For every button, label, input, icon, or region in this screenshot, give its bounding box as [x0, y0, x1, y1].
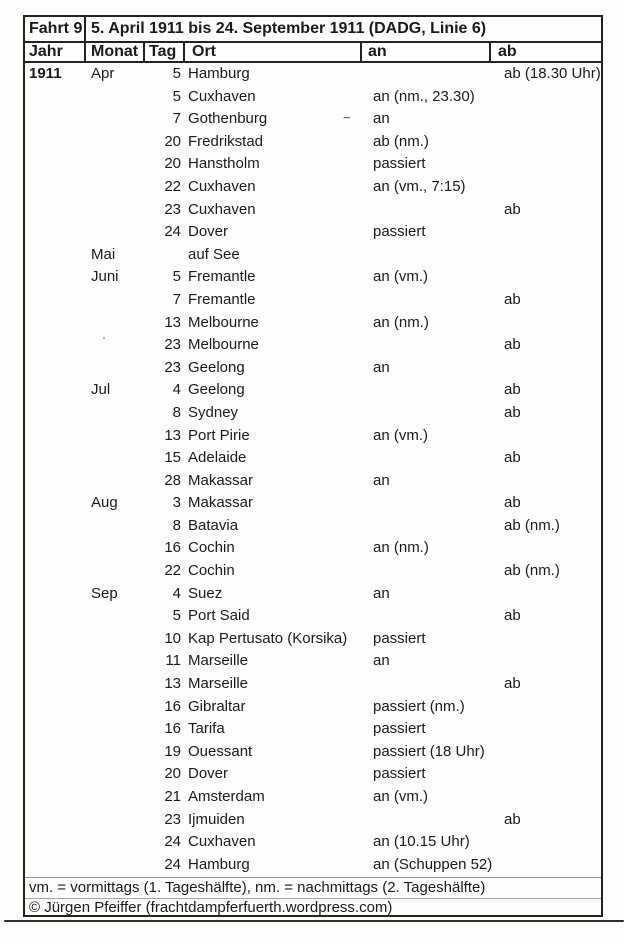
cell-jahr — [25, 492, 86, 515]
cell-an: an — [373, 471, 390, 489]
cell-ab: ab — [504, 336, 521, 354]
cell-jahr — [25, 176, 86, 199]
cell-monat — [86, 357, 145, 380]
cell-tag: 5 — [172, 607, 181, 625]
cell-tag: 24 — [164, 855, 181, 873]
table-row — [25, 447, 601, 470]
cell-ab — [497, 537, 601, 560]
cell-ort: Marseille — [188, 675, 249, 693]
cell-ab — [497, 153, 601, 176]
abbreviation-legend: vm. = vormittags (1. Tageshälfte), nm. = nachmittags (2. Tageshälfte) — [25, 877, 601, 898]
cell-tag: 16 — [164, 720, 181, 738]
cell-ab — [497, 741, 601, 764]
table-title-row — [25, 17, 601, 43]
cell-ab — [497, 86, 601, 109]
cell-monat — [86, 515, 145, 538]
column-header-row — [25, 43, 601, 63]
cell-an — [367, 673, 497, 696]
cell-an — [367, 560, 497, 583]
cell-monat: Juni — [91, 268, 119, 286]
cell-ort: Ijmuiden — [188, 810, 245, 828]
cell-an — [367, 63, 497, 86]
cell-monat — [86, 86, 145, 109]
table-row — [25, 199, 601, 222]
cell-monat — [86, 560, 145, 583]
cell-ort: Cochin — [188, 539, 235, 557]
table-row — [25, 289, 601, 312]
table-row — [25, 131, 601, 154]
cell-monat: Sep — [91, 584, 118, 602]
cell-jahr — [25, 402, 86, 425]
cell-jahr — [25, 537, 86, 560]
cell-tag — [145, 244, 181, 267]
cell-ab — [497, 244, 601, 267]
table-row — [25, 741, 601, 764]
cell-jahr — [25, 583, 86, 606]
table-row — [25, 266, 601, 289]
cell-an: passiert — [373, 720, 426, 738]
table-row — [25, 786, 601, 809]
cell-monat — [86, 176, 145, 199]
table-row — [25, 244, 601, 267]
cell-an: an (vm.) — [373, 268, 429, 286]
cell-monat — [86, 673, 145, 696]
cell-ort: Marseille — [188, 652, 249, 670]
cell-an: an — [373, 584, 390, 602]
cell-monat — [86, 786, 145, 809]
cell-an — [367, 809, 497, 832]
cell-ab: ab — [504, 290, 521, 308]
cell-jahr — [25, 379, 86, 402]
table-row — [25, 854, 601, 877]
cell-ort: Port Pirie — [188, 426, 250, 444]
cell-ab: ab — [504, 494, 521, 512]
cell-tag: 23 — [164, 810, 181, 828]
table-row — [25, 402, 601, 425]
cell-an: an (vm., 7:15) — [373, 177, 466, 195]
cell-ab — [497, 266, 601, 289]
cell-tag: 20 — [164, 132, 181, 150]
table-row — [25, 425, 601, 448]
table-row — [25, 176, 601, 199]
cell-an: an — [373, 110, 390, 128]
cell-ab — [497, 718, 601, 741]
cell-ort: Dover — [188, 223, 229, 241]
cell-tag: 5 — [172, 87, 181, 105]
cell-tag: 8 — [172, 516, 181, 534]
cell-ort: Port Said — [188, 607, 250, 625]
table-row — [25, 379, 601, 402]
cell-an: passiert — [373, 223, 426, 241]
table-row — [25, 357, 601, 380]
cell-tag: 23 — [164, 200, 181, 218]
cell-monat — [86, 334, 145, 357]
table-row — [25, 108, 601, 131]
cell-monat — [86, 718, 145, 741]
table-row — [25, 470, 601, 493]
voyage-table — [23, 15, 603, 917]
cell-ab: ab — [504, 200, 521, 218]
column-header-an: an — [362, 43, 491, 61]
scan-artifact-dot — [103, 337, 105, 339]
cell-ab — [497, 628, 601, 651]
cell-monat — [86, 831, 145, 854]
cell-monat — [86, 402, 145, 425]
cell-ort: Fremantle — [188, 290, 256, 308]
cell-tag: 7 — [172, 110, 181, 128]
table-row — [25, 537, 601, 560]
cell-ab — [497, 786, 601, 809]
cell-jahr — [25, 244, 86, 267]
cell-ab: ab (nm.) — [504, 516, 560, 534]
cell-tag: 4 — [172, 381, 181, 399]
table-row — [25, 515, 601, 538]
cell-an: an (10.15 Uhr) — [373, 833, 470, 851]
cell-ab — [497, 131, 601, 154]
cell-ort: Makassar — [188, 471, 254, 489]
cell-monat — [86, 650, 145, 673]
cell-an: an (vm.) — [373, 788, 429, 805]
cell-monat: Jul — [91, 381, 111, 399]
column-header-ab: ab — [498, 43, 517, 60]
table-row — [25, 221, 601, 244]
column-header-ort: Ort — [185, 43, 362, 61]
cell-tag: 15 — [164, 449, 181, 467]
cell-jahr — [25, 153, 86, 176]
table-row — [25, 605, 601, 628]
cell-an — [367, 515, 497, 538]
scan-page-edge-line — [4, 920, 624, 922]
cell-ort: Makassar — [188, 494, 254, 512]
cell-jahr — [25, 108, 86, 131]
cell-jahr — [25, 199, 86, 222]
cell-an: passiert (nm.) — [373, 697, 465, 715]
cell-ort: Adelaide — [188, 449, 247, 467]
cell-tag: 16 — [164, 539, 181, 557]
cell-tag: 23 — [164, 358, 181, 376]
cell-ort: Dover — [188, 765, 229, 783]
cell-ab: ab — [504, 675, 521, 693]
cell-jahr — [25, 312, 86, 335]
cell-ab — [497, 221, 601, 244]
cell-ort: Geelong — [188, 381, 245, 399]
cell-ort: Geelong — [188, 358, 245, 376]
table-row — [25, 492, 601, 515]
cell-tag: 13 — [164, 313, 181, 331]
table-row — [25, 831, 601, 854]
cell-jahr — [25, 741, 86, 764]
cell-ab — [497, 108, 601, 131]
cell-ort: Fremantle — [188, 268, 256, 286]
cell-ort: Suez — [188, 584, 223, 602]
cell-ab — [497, 831, 601, 854]
cell-jahr — [25, 718, 86, 741]
cell-tag: 13 — [164, 426, 181, 444]
cell-tag: 8 — [172, 403, 181, 421]
cell-ab — [497, 763, 601, 786]
cell-monat — [86, 447, 145, 470]
cell-monat — [86, 628, 145, 651]
cell-tag: 22 — [164, 177, 181, 195]
cell-an — [367, 334, 497, 357]
cell-ort: Cuxhaven — [188, 833, 256, 851]
cell-monat — [86, 470, 145, 493]
column-header-tag: Tag — [145, 43, 185, 61]
cell-an: an (Schuppen 52) — [373, 855, 493, 873]
cell-monat — [86, 809, 145, 832]
cell-ort: Melbourne — [188, 336, 259, 354]
cell-ab — [497, 357, 601, 380]
cell-monat — [86, 605, 145, 628]
cell-ort: Hamburg — [188, 65, 250, 82]
cell-an: passiert — [373, 765, 426, 783]
cell-ort: Fredrikstad — [188, 132, 264, 150]
cell-an: an (nm.) — [373, 539, 429, 557]
cell-ab: ab (18.30 Uhr) — [504, 65, 601, 82]
cell-an — [367, 402, 497, 425]
cell-monat — [86, 289, 145, 312]
cell-ort: Cochin — [188, 562, 235, 580]
cell-tag: 20 — [164, 155, 181, 173]
cell-tag: 4 — [172, 584, 181, 602]
cell-ort: Hanstholm — [188, 155, 260, 173]
cell-monat — [86, 312, 145, 335]
cell-monat: Mai — [91, 245, 116, 263]
cell-monat — [86, 221, 145, 244]
fahrt-number-cell: Fahrt 9 — [25, 17, 86, 41]
cell-jahr — [25, 854, 86, 877]
cell-jahr — [25, 131, 86, 154]
cell-ort: Sydney — [188, 403, 239, 421]
cell-an — [367, 492, 497, 515]
cell-tag: 16 — [164, 697, 181, 715]
cell-tag: 10 — [164, 629, 181, 647]
cell-monat — [86, 131, 145, 154]
voyage-title-cell: 5. April 1911 bis 24. September 1911 (DADG, Linie 6) — [91, 20, 487, 37]
cell-jahr — [25, 786, 86, 809]
cell-an — [367, 447, 497, 470]
cell-tag: 11 — [165, 652, 181, 670]
table-row — [25, 673, 601, 696]
cell-monat — [86, 854, 145, 877]
table-body — [25, 63, 601, 877]
table-row — [25, 560, 601, 583]
table-row — [25, 63, 601, 86]
table-row — [25, 718, 601, 741]
cell-ab: ab (nm.) — [504, 562, 560, 580]
cell-an — [367, 244, 497, 267]
cell-tag: 22 — [164, 562, 181, 580]
cell-jahr — [25, 560, 86, 583]
cell-ab — [497, 650, 601, 673]
cell-jahr — [25, 425, 86, 448]
cell-jahr — [25, 696, 86, 719]
scan-artifact-tick: ~ — [341, 109, 352, 126]
cell-tag: 7 — [172, 290, 181, 308]
cell-ab — [497, 470, 601, 493]
cell-ort: Kap Pertusato (Korsika) — [188, 629, 348, 647]
cell-jahr — [25, 357, 86, 380]
cell-an: passiert — [373, 629, 426, 647]
cell-monat — [86, 199, 145, 222]
cell-ab: ab — [504, 449, 521, 467]
cell-monat — [86, 537, 145, 560]
cell-tag: 24 — [164, 223, 181, 241]
cell-ab — [497, 312, 601, 335]
cell-ort: Melbourne — [188, 313, 259, 331]
cell-ab: ab — [504, 403, 521, 421]
cell-jahr — [25, 86, 86, 109]
cell-jahr — [25, 763, 86, 786]
cell-ort: Ouessant — [188, 742, 253, 760]
cell-tag: 3 — [172, 494, 181, 512]
cell-an: an — [373, 358, 390, 376]
cell-jahr — [25, 605, 86, 628]
cell-jahr: 1911 — [29, 65, 62, 82]
column-header-jahr: Jahr — [25, 43, 86, 61]
cell-ort: Batavia — [188, 516, 239, 534]
cell-tag: 23 — [164, 336, 181, 354]
cell-jahr — [25, 289, 86, 312]
cell-monat — [86, 153, 145, 176]
cell-an: passiert — [373, 155, 426, 173]
cell-jahr — [25, 334, 86, 357]
cell-jahr — [25, 628, 86, 651]
copyright-note: © Jürgen Pfeiffer (frachtdampferfuerth.wordpress.com) — [25, 898, 601, 917]
cell-an — [367, 199, 497, 222]
cell-monat — [86, 425, 145, 448]
cell-an: an — [373, 652, 390, 670]
cell-ab — [497, 583, 601, 606]
cell-an: an (nm., 23.30) — [373, 87, 475, 105]
table-row — [25, 334, 601, 357]
cell-jahr — [25, 515, 86, 538]
cell-an: an (nm.) — [373, 313, 429, 331]
cell-jahr — [25, 673, 86, 696]
cell-monat — [86, 741, 145, 764]
cell-an — [367, 605, 497, 628]
cell-jahr — [25, 470, 86, 493]
table-row — [25, 809, 601, 832]
cell-ort: Tarifa — [188, 720, 225, 738]
cell-ab — [497, 696, 601, 719]
cell-an — [367, 379, 497, 402]
cell-monat — [86, 763, 145, 786]
cell-jahr — [25, 266, 86, 289]
cell-monat: Apr — [91, 65, 115, 82]
cell-monat — [86, 696, 145, 719]
cell-tag: 5 — [172, 268, 181, 286]
table-row — [25, 650, 601, 673]
cell-jahr — [25, 447, 86, 470]
cell-ab — [497, 176, 601, 199]
cell-ab: ab — [504, 810, 521, 828]
table-row — [25, 583, 601, 606]
cell-monat — [86, 108, 145, 131]
cell-monat: Aug — [91, 494, 118, 512]
cell-tag: 21 — [164, 788, 181, 805]
cell-ort: auf See — [188, 245, 240, 263]
cell-jahr — [25, 650, 86, 673]
cell-ort: Gothenburg — [188, 110, 268, 128]
column-header-monat: Monat — [86, 43, 145, 61]
cell-tag: 28 — [164, 471, 181, 489]
table-row — [25, 86, 601, 109]
cell-jahr — [25, 831, 86, 854]
cell-tag: 20 — [164, 765, 181, 783]
cell-ort: Cuxhaven — [188, 177, 256, 195]
cell-tag: 19 — [164, 742, 181, 760]
cell-ab: ab — [504, 381, 521, 399]
cell-ort: Cuxhaven — [188, 200, 256, 218]
cell-an: passiert (18 Uhr) — [373, 742, 485, 760]
cell-ab — [497, 854, 601, 877]
table-row — [25, 312, 601, 335]
cell-jahr — [25, 809, 86, 832]
cell-jahr — [25, 221, 86, 244]
cell-ort: Amsterdam — [188, 788, 265, 805]
table-row — [25, 153, 601, 176]
cell-tag: 24 — [164, 833, 181, 851]
cell-an: an (vm.) — [373, 426, 429, 444]
cell-ab — [497, 425, 601, 448]
table-row — [25, 628, 601, 651]
cell-an — [367, 289, 497, 312]
table-row — [25, 763, 601, 786]
cell-tag: 13 — [164, 675, 181, 693]
cell-ort: Hamburg — [188, 855, 250, 873]
cell-an: ab (nm.) — [373, 132, 429, 150]
cell-ort: Cuxhaven — [188, 87, 256, 105]
table-row — [25, 696, 601, 719]
cell-ort: Gibraltar — [188, 697, 246, 715]
cell-tag: 5 — [172, 65, 181, 82]
cell-ab: ab — [504, 607, 521, 625]
